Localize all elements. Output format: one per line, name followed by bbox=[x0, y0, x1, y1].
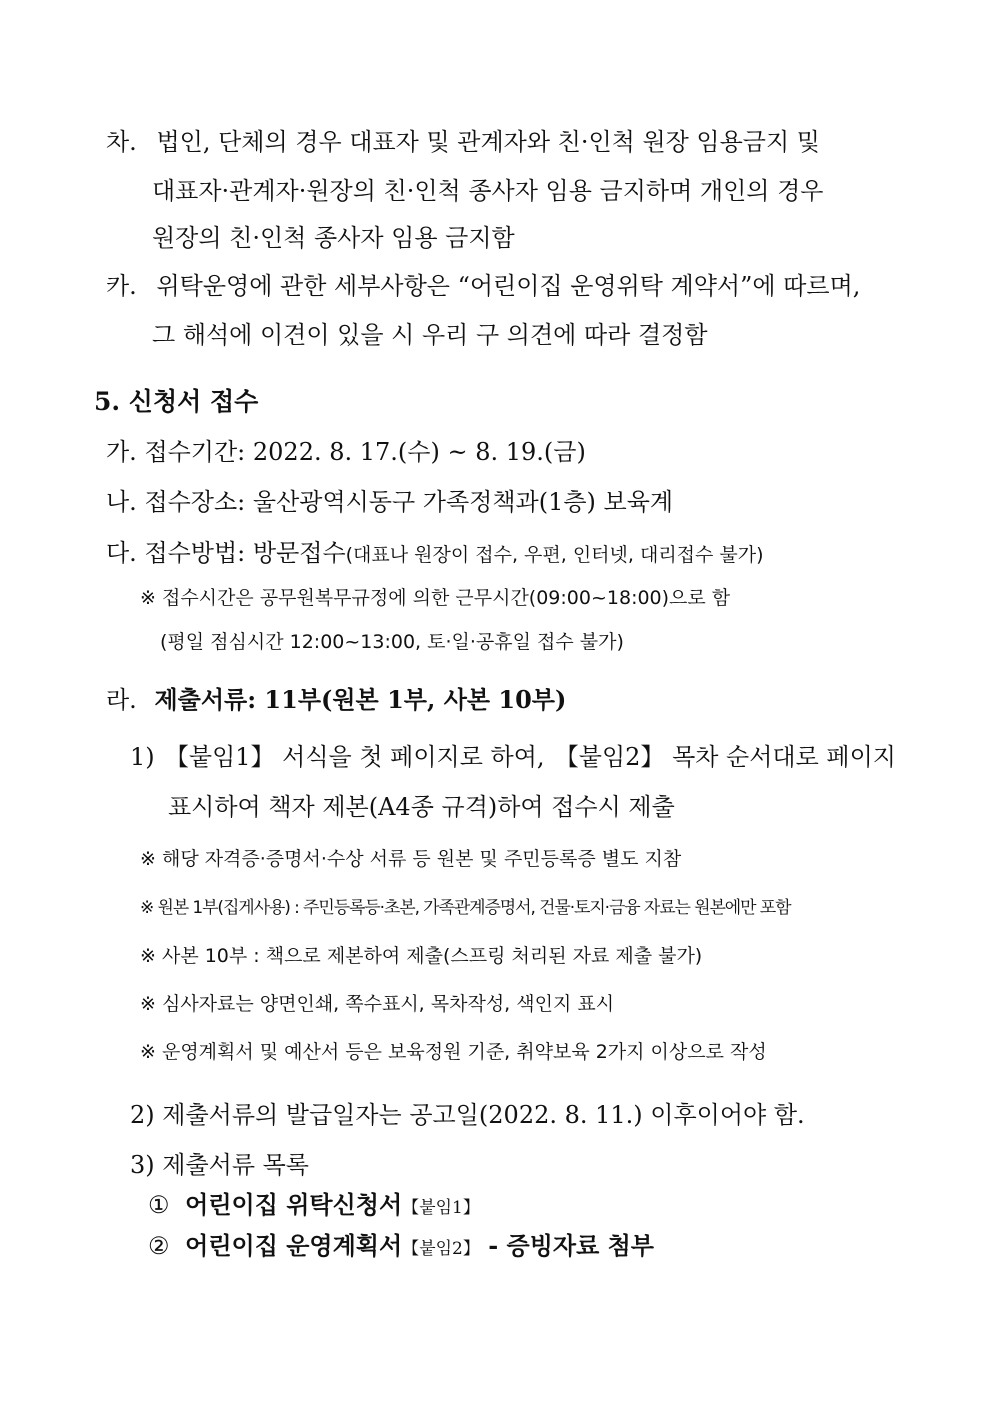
doc-list-title: 어린이집 운영계획서 bbox=[185, 1231, 403, 1260]
section-ka-text-1: 위탁운영에 관한 세부사항은 “어린이집 운영위탁 계약서”에 따르며, bbox=[156, 272, 861, 300]
documents-line bbox=[106, 685, 567, 714]
item1-number: 1) bbox=[130, 743, 155, 771]
hours-note: ※ 접수시간은 공무원복무규정에 의한 근무시간(09:00~18:00)으로 함 bbox=[140, 587, 731, 609]
location-line: 나. 접수장소: 울산광역시동구 가족정책과(1층) 보육계 bbox=[106, 488, 674, 516]
section-cha-marker: 차. bbox=[106, 128, 137, 156]
section-ka-line1 bbox=[106, 274, 860, 298]
hours-note-cont: (평일 점심시간 12:00~13:00, 토·일·공휴일 접수 불가) bbox=[160, 631, 624, 653]
doc-list-item bbox=[148, 1190, 480, 1219]
doc-list-title: 어린이집 위탁신청서 bbox=[185, 1190, 403, 1219]
item2-line: 2) 제출서류의 발급일자는 공고일(2022. 8. 11.) 이후이어야 함. bbox=[130, 1101, 805, 1129]
doc-list-tag: 【붙임2】 bbox=[402, 1239, 480, 1259]
note-item: ※ 심사자료는 양면인쇄, 쪽수표시, 목차작성, 색인지 표시 bbox=[140, 993, 615, 1015]
method-paren: (대표나 원장이 접수, 우편, 인터넷, 대리접수 불가) bbox=[345, 544, 764, 566]
method-line bbox=[106, 541, 764, 565]
item1-line2: 표시하여 책자 제본(A4종 규격)하여 접수시 제출 bbox=[168, 793, 675, 821]
section-ka-marker: 카. bbox=[106, 272, 137, 300]
item1-part1: 【붙임1】 서식을 첫 페이지로 하여, bbox=[164, 743, 545, 771]
doc-list-item bbox=[148, 1231, 654, 1260]
item1-line1 bbox=[130, 745, 896, 769]
section5-heading: 5. 신청서 접수 bbox=[94, 387, 259, 416]
note-item: ※ 사본 10부 : 책으로 제본하여 제출(스프링 처리된 자료 제출 불가) bbox=[140, 945, 703, 967]
period-line: 가. 접수기간: 2022. 8. 17.(수) ~ 8. 19.(금) bbox=[106, 438, 586, 466]
doc-list-tag: 【붙임1】 bbox=[402, 1198, 480, 1218]
note-item: ※ 운영계획서 및 예산서 등은 보육정원 기준, 취약보육 2가지 이상으로 작성 bbox=[140, 1041, 767, 1063]
item1-part2: 【붙임2】 목차 순서대로 페이지 bbox=[554, 743, 896, 771]
doc-list-suffix: - 증빙자료 첨부 bbox=[479, 1231, 654, 1260]
documents-label: 제출서류 bbox=[154, 685, 248, 714]
note-item: ※ 해당 자격증·증명서·수상 서류 등 원본 및 주민등록증 별도 지참 bbox=[140, 848, 682, 870]
documents-marker: 라. bbox=[106, 686, 137, 714]
section-cha-line3: 원장의 친·인척 종사자 임용 금지함 bbox=[152, 224, 515, 252]
doc-list-number: ② bbox=[148, 1232, 170, 1260]
item3-line: 3) 제출서류 목록 bbox=[130, 1151, 309, 1179]
doc-list-number: ① bbox=[148, 1191, 170, 1219]
method-main: 다. 접수방법: 방문접수 bbox=[106, 539, 346, 567]
section-cha-line2: 대표자·관계자·원장의 친·인척 종사자 임용 금지하며 개인의 경우 bbox=[152, 177, 824, 205]
section-cha-line1 bbox=[106, 130, 896, 154]
documents-count: : 11부(원본 1부, 사본 10부) bbox=[247, 685, 567, 714]
section-ka-line2: 그 해석에 이견이 있을 시 우리 구 의견에 따라 결정함 bbox=[152, 321, 708, 349]
note-item: ※ 원본 1부(집게사용) : 주민등록등·초본, 가족관계증명서, 건물·토지·금융 자료는 원본에만 포함 bbox=[140, 898, 791, 918]
section-cha-text-1: 법인, 단체의 경우 대표자 및 관계자와 친·인척 원장 임용금지 및 bbox=[156, 128, 820, 156]
